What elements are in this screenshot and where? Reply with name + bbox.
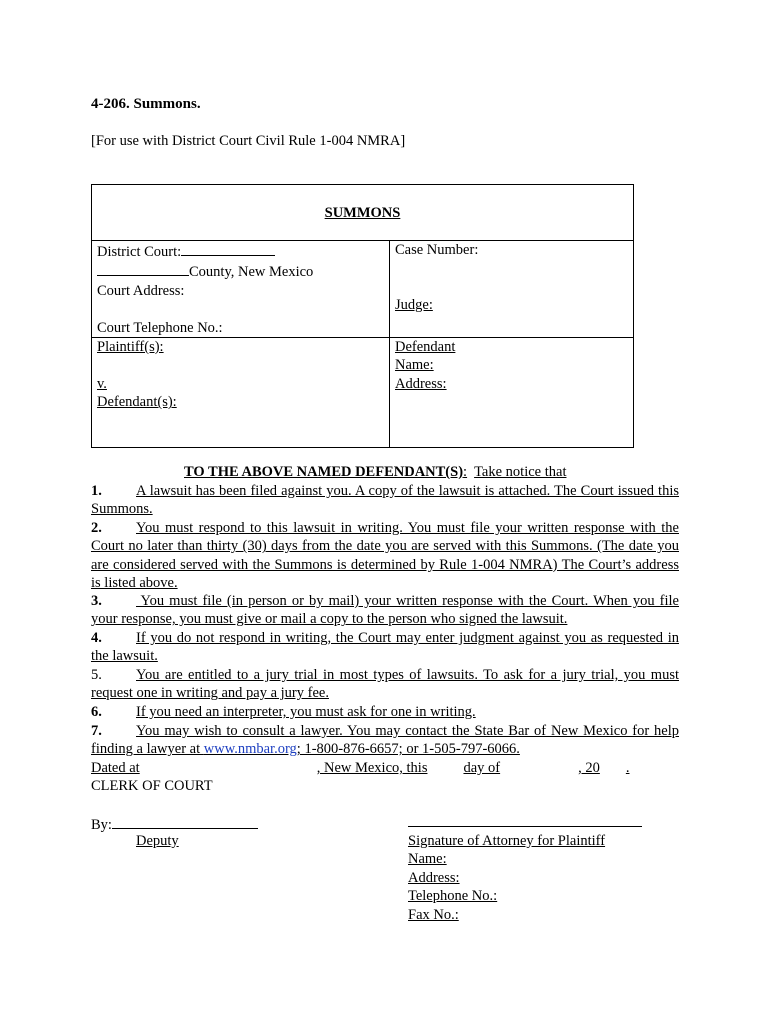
notice-colon: : <box>463 464 468 480</box>
court-address-label: Court Address: <box>97 282 185 299</box>
item-number: 6. <box>91 704 102 720</box>
item-text: If you need an interpreter, you must ask for one in writing. <box>136 704 476 720</box>
document-title: 4-206. Summons. <box>91 96 201 112</box>
district-court-blank[interactable] <box>181 241 275 256</box>
item-number: 7. <box>91 723 102 739</box>
notice-item-6 <box>91 703 679 721</box>
dated-line <box>91 759 629 777</box>
summons-heading: SUMMONS <box>324 205 401 222</box>
item-number: 4. <box>91 630 102 646</box>
notice-item-3 <box>91 592 679 629</box>
district-court-label: District Court: <box>97 244 182 260</box>
by-label: By: <box>91 817 112 833</box>
item-text: A lawsuit has been filed against you. A copy of the lawsuit is attached. The Court issued this Summons. <box>91 483 679 518</box>
attorney-telephone-label: Telephone No.: <box>408 888 498 905</box>
parties-cell <box>92 338 390 448</box>
notice-heading <box>184 463 566 481</box>
county-label: County, New Mexico <box>189 264 314 281</box>
defendant-label: Defendant <box>395 339 456 356</box>
item-text: You are entitled to a jury trial in most types of lawsuits. To ask for a jury trial, you must request one in writing and pay a jury fee. <box>91 667 679 702</box>
attorney-block <box>408 832 605 924</box>
versus-label: v. <box>97 375 107 392</box>
item-text: You may wish to consult a lawyer. You may contact the State Bar of New Mexico for help finding a lawyer at <box>91 723 679 758</box>
defendant-info-cell <box>390 338 634 448</box>
item-text: You must file (in person or by mail) your written response with the Court. When you file your response, you must give or mail a copy to the person who signed the lawsuit. <box>91 593 679 628</box>
notice-item-2 <box>91 519 679 593</box>
nmbar-link[interactable]: www.nmbar.org <box>203 741 297 758</box>
defendant-name-label: Name: <box>395 357 434 374</box>
notice-item-1 <box>91 482 679 519</box>
dated-end: . <box>625 760 630 776</box>
county-blank[interactable] <box>97 261 189 276</box>
dated-prefix: Dated at <box>91 760 140 776</box>
summons-heading-cell <box>92 185 634 241</box>
plaintiffs-label: Plaintiff(s): <box>97 339 164 356</box>
notice-item-5 <box>91 666 679 703</box>
item-number: 2. <box>91 520 102 536</box>
item-text: You must respond to this lawsuit in writing. You must file your written response with the Court no later than thirty (30) days from the date you are served with this Summons. (The date you are considered served with the Summons is determined by Rule 1-004 NMRA) The Court’s address is listed above. <box>91 520 679 592</box>
document-subtitle: [For use with District Court Civil Rule 1-004 NMRA] <box>91 133 406 149</box>
defendants-label: Defendant(s): <box>97 394 177 411</box>
attorney-name-label: Name: <box>408 851 447 868</box>
item-text-end: ; 1-800-876-6657; or 1-505-797-6066. <box>296 741 520 758</box>
item-number: 1. <box>91 483 102 499</box>
dated-mid: , New Mexico, this <box>316 760 428 776</box>
attorney-fax-label: Fax No.: <box>408 906 459 923</box>
item-text: If you do not respond in writing, the Court may enter judgment against you as requested in the lawsuit. <box>91 630 679 665</box>
by-signature-blank[interactable] <box>112 814 258 829</box>
dated-day-of: day of <box>463 760 501 776</box>
notice-heading-text: TO THE ABOVE NAMED DEFENDANT(S) <box>184 464 464 480</box>
defendant-address-label: Address: <box>395 375 447 392</box>
notice-item-4 <box>91 629 679 666</box>
clerk-of-court: CLERK OF COURT <box>91 778 213 794</box>
attorney-signature-line[interactable] <box>408 826 642 827</box>
court-info-cell <box>92 241 390 338</box>
attorney-address-label: Address: <box>408 869 460 886</box>
item-number: 3. <box>91 593 102 609</box>
dated-year: , 20 <box>578 760 600 776</box>
judge-label: Judge: <box>395 297 433 314</box>
court-telephone-label: Court Telephone No.: <box>97 319 223 336</box>
item-number: 5. <box>91 667 102 683</box>
case-info-cell <box>390 241 634 338</box>
case-number-label: Case Number: <box>395 242 479 258</box>
deputy-label: Deputy <box>136 833 179 849</box>
take-notice-text: Take notice that <box>474 464 567 480</box>
notice-item-7 <box>91 722 679 759</box>
summons-form-table <box>91 184 634 448</box>
attorney-signature-label: Signature of Attorney for Plaintiff <box>408 833 606 849</box>
